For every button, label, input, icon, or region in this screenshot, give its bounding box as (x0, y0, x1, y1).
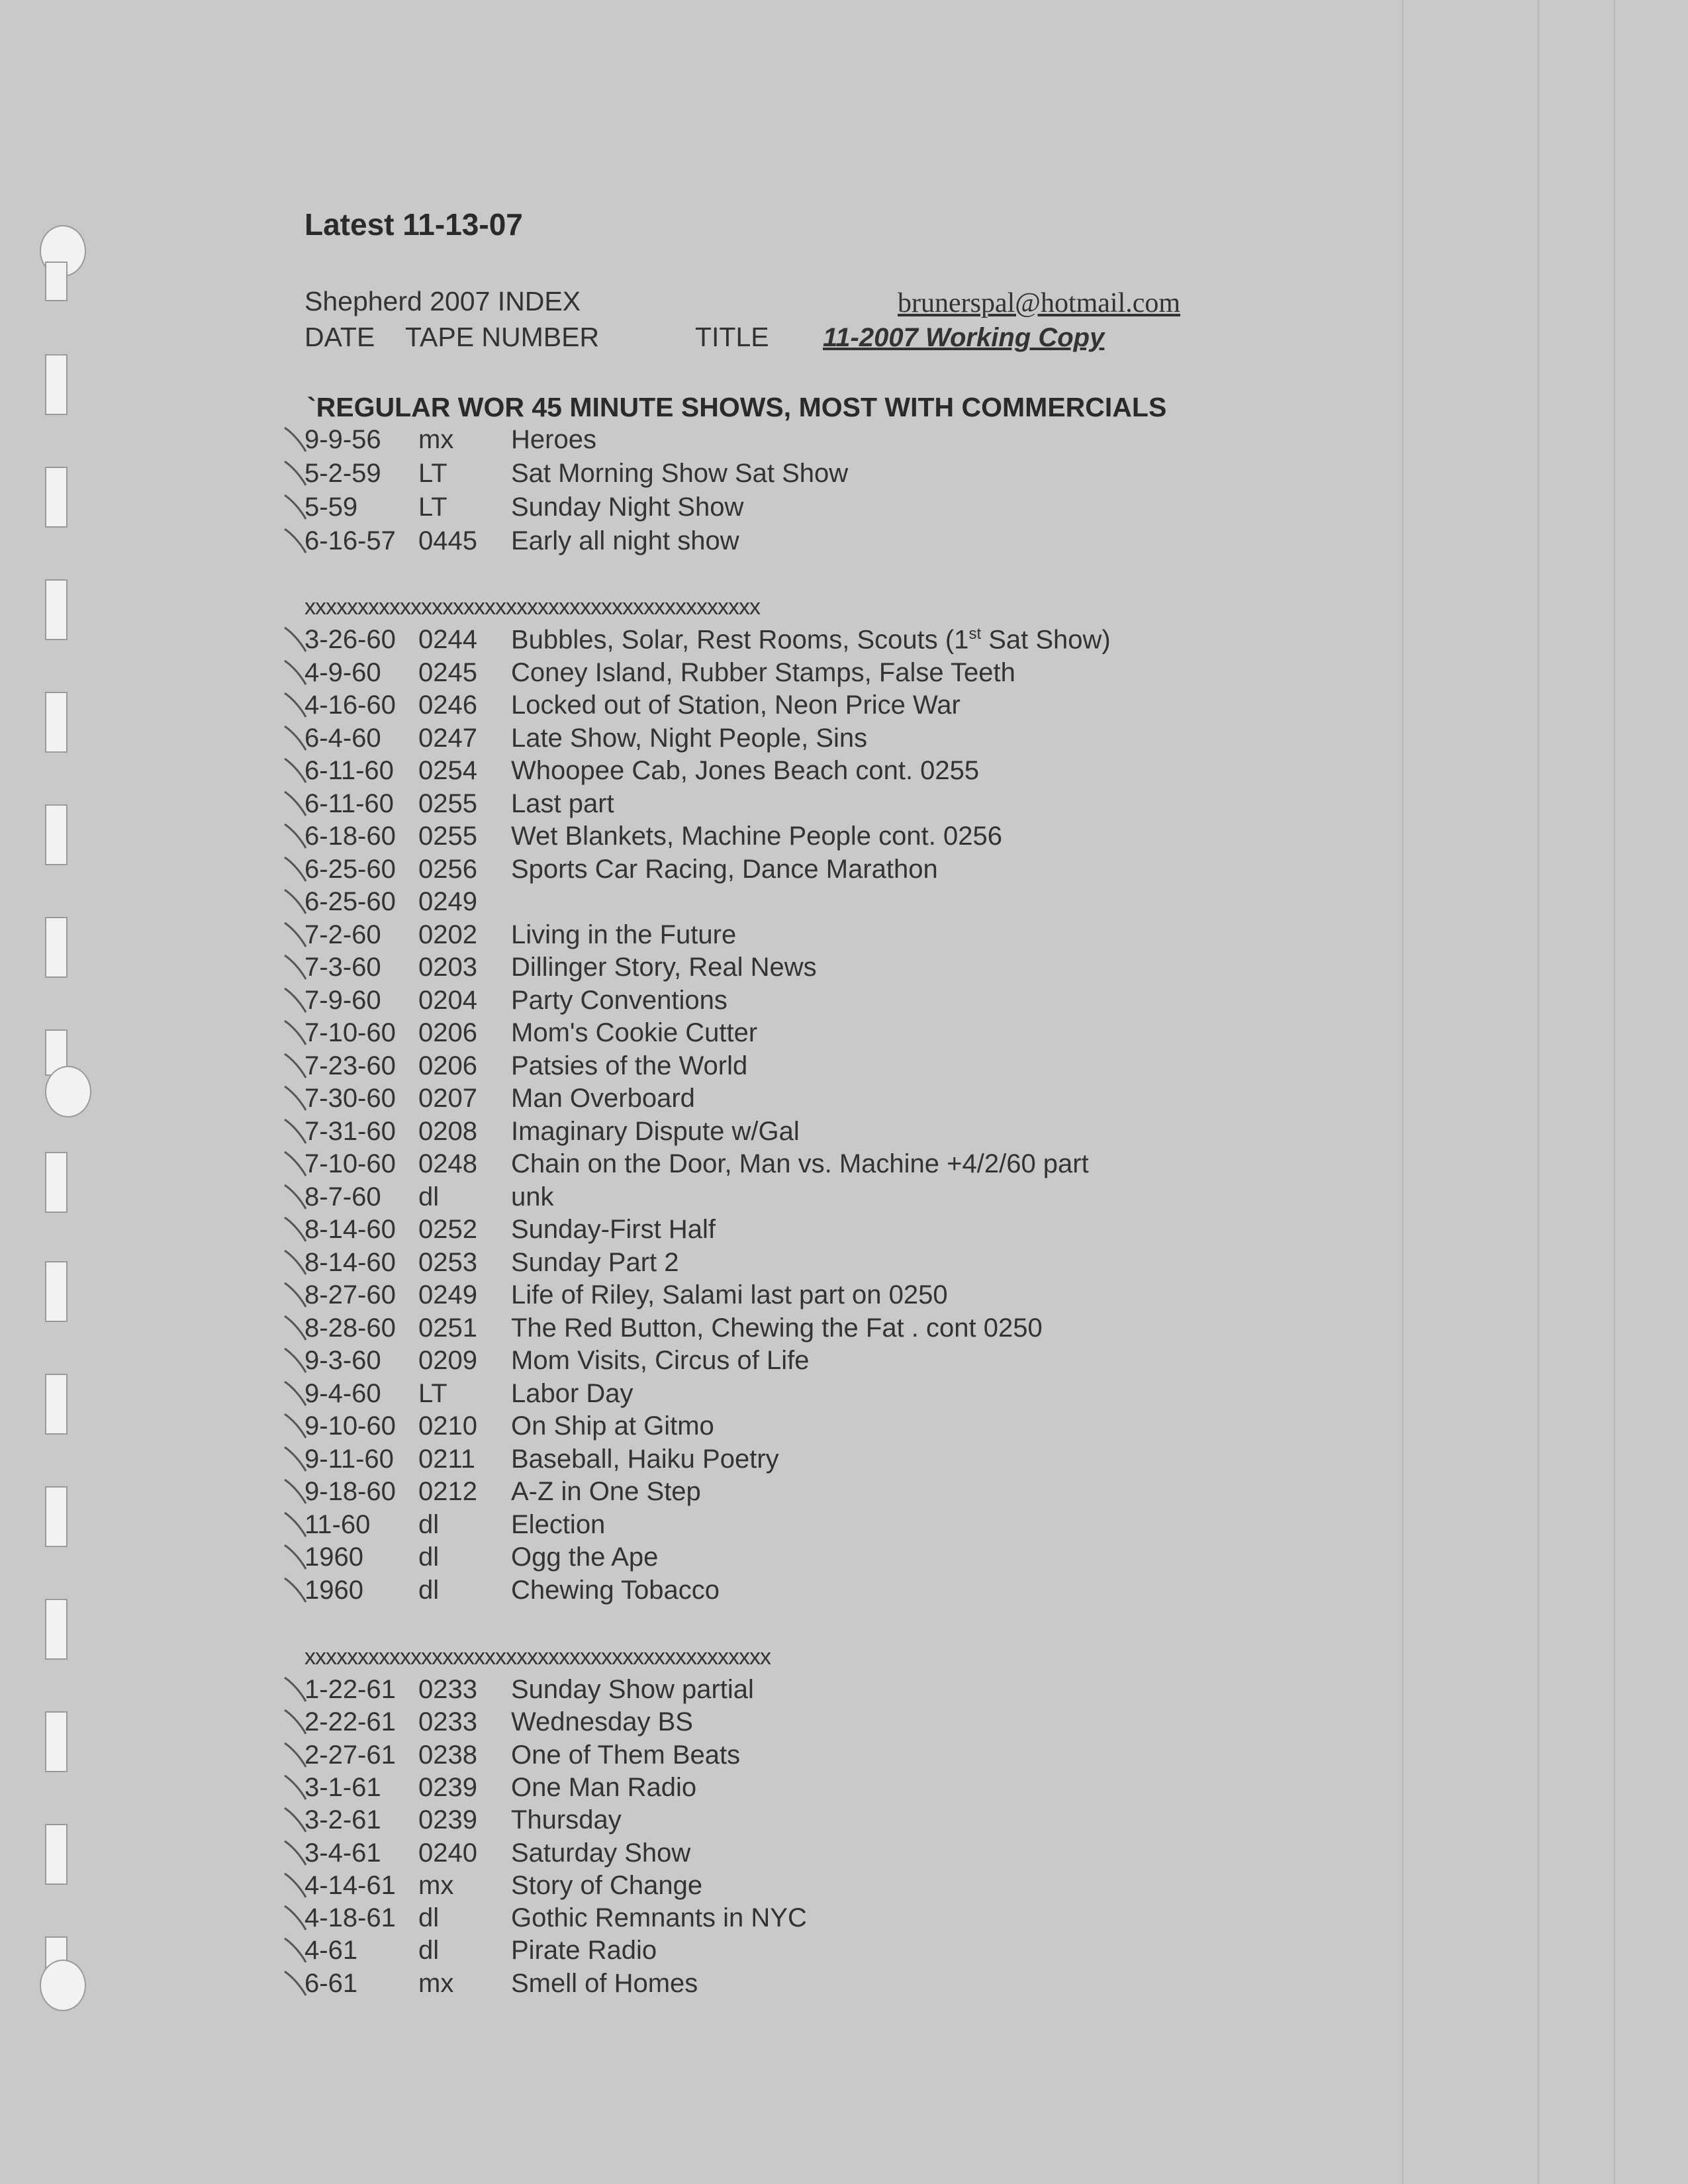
entry-date: 8-14-60 (305, 1247, 396, 1277)
table-row (0, 756, 1324, 789)
table-row (0, 1675, 1324, 1708)
table-row (0, 920, 1324, 953)
index-label: Shepherd 2007 INDEX (305, 286, 581, 316)
email-link[interactable]: brunerspal@hotmail.com (898, 288, 1181, 318)
table-row (0, 887, 1324, 920)
table-row (0, 1969, 1324, 2002)
entry-title-text: Sunday Show partial (511, 1675, 754, 1704)
entry-tape-number: dl (418, 1509, 440, 1539)
entry-title-text: unk (511, 1182, 554, 1211)
entry-date: 9-4-60 (305, 1378, 381, 1408)
entry-date: 3-2-61 (305, 1805, 381, 1835)
entry-tape-number: LT (418, 459, 447, 488)
table-row (0, 1248, 1324, 1281)
entry-tape-number: 0246 (418, 690, 477, 720)
table-row (0, 1445, 1324, 1478)
entry-tape-number: 0245 (418, 657, 477, 687)
paper-line (1538, 0, 1539, 2184)
entry-tape-number: LT (418, 1378, 447, 1408)
entry-date: 6-4-60 (305, 723, 381, 753)
entry-tape-number: 0252 (418, 1215, 477, 1244)
entry-date: 3-4-61 (305, 1838, 381, 1868)
table-row (0, 1871, 1324, 1904)
entry-tape-number: 0209 (418, 1346, 477, 1375)
entry-title-text: Chewing Tobacco (511, 1575, 720, 1605)
entry-title-text: Patsies of the World (511, 1051, 748, 1080)
entry-title-text: Wet Blankets, Machine People cont. 0256 (511, 822, 1002, 851)
table-row (0, 1740, 1324, 1774)
entry-title-text: Life of Riley, Salami last part on 0250 (511, 1280, 948, 1309)
entry-date: 7-2-60 (305, 920, 381, 949)
entry-title (511, 459, 848, 489)
entry-title-text: Early all night show (511, 526, 739, 555)
entry-tape-number: dl (418, 1575, 440, 1605)
entry-title-text: Baseball, Haiku Poetry (511, 1444, 779, 1474)
table-row (0, 953, 1324, 986)
entry-title (511, 1543, 658, 1572)
entry-title (511, 1740, 740, 1770)
entry-date: 1-22-61 (305, 1675, 396, 1704)
entry-title-text: Heroes (511, 425, 596, 454)
entry-title (511, 756, 979, 786)
entry-tape-number: 0253 (418, 1247, 477, 1277)
entry-tape-number: 0233 (418, 1675, 477, 1704)
entry-date: 7-31-60 (305, 1116, 396, 1146)
entry-date: 6-61 (305, 1968, 358, 1998)
entry-title-text: Last part (511, 788, 614, 818)
entry-title-text: Ogg the Ape (511, 1543, 659, 1572)
entry-date: 8-27-60 (305, 1280, 396, 1309)
entry-tape-number: 0240 (418, 1838, 477, 1868)
table-row (0, 526, 1324, 559)
table-row (0, 1707, 1324, 1740)
entry-title (511, 1182, 554, 1212)
table-row (0, 1477, 1324, 1510)
entry-title (511, 1871, 702, 1901)
table-row (0, 459, 1324, 492)
entry-title-text: Coney Island, Rubber Stamps, False Teeth (511, 657, 1015, 687)
binder-hole (45, 261, 68, 301)
entry-title (511, 1084, 695, 1114)
entry-date: 6-11-60 (305, 788, 394, 818)
entry-title-text: Locked out of Station, Neon Price War (511, 690, 961, 720)
entry-title-text: Imaginary Dispute w/Gal (511, 1116, 800, 1146)
entry-title (511, 953, 817, 982)
table-row (0, 1838, 1324, 1872)
entry-title (511, 789, 614, 819)
entry-date: 9-3-60 (305, 1346, 381, 1375)
entry-tape-number: 0233 (418, 1707, 477, 1737)
entry-date: 11-60 (305, 1509, 371, 1539)
entry-tape-number: 0204 (418, 985, 477, 1015)
binder-hole (45, 354, 68, 415)
table-row (0, 1773, 1324, 1806)
entry-title-text: Mom Visits, Circus of Life (511, 1346, 810, 1375)
entry-date: 4-16-60 (305, 690, 396, 720)
entry-tape-number: dl (418, 1182, 440, 1211)
table-row (0, 1215, 1324, 1248)
entry-date: 6-25-60 (305, 854, 396, 884)
entry-tape-number: 0251 (418, 1313, 477, 1343)
entry-date: 2-22-61 (305, 1707, 396, 1737)
entry-tape-number: mx (418, 425, 454, 454)
entry-title-text: Living in the Future (511, 920, 737, 949)
entry-title-text: Late Show, Night People, Sins (511, 723, 868, 753)
table-row (0, 1280, 1324, 1313)
table-row (0, 1510, 1324, 1543)
entry-title-text: Dillinger Story, Real News (511, 953, 817, 982)
entry-date: 8-28-60 (305, 1313, 396, 1343)
entry-title (511, 724, 867, 753)
entry-date: 8-14-60 (305, 1215, 396, 1244)
entry-title-tail: Sat Show) (981, 625, 1111, 655)
table-row (0, 425, 1324, 458)
table-row (0, 1346, 1324, 1379)
entry-title-text: One of Them Beats (511, 1740, 741, 1770)
entry-title-text: Sunday Night Show (511, 493, 744, 522)
entry-date: 1960 (305, 1575, 363, 1605)
entry-title (511, 1313, 1043, 1343)
entry-title (511, 526, 739, 556)
table-row (0, 1149, 1324, 1182)
entry-title (511, 855, 938, 884)
entry-date: 9-10-60 (305, 1411, 396, 1441)
column-header-date: DATE (305, 322, 375, 352)
entry-date: 6-25-60 (305, 887, 396, 916)
entry-date: 4-9-60 (305, 657, 381, 687)
entry-title-text: Wednesday BS (511, 1707, 693, 1737)
entry-date: 7-30-60 (305, 1084, 396, 1113)
entry-tape-number: mx (418, 1968, 454, 1998)
entry-title-text: Election (511, 1509, 606, 1539)
entry-tape-number: 0211 (418, 1444, 476, 1474)
table-row (0, 493, 1324, 526)
entry-title (511, 1936, 657, 1966)
table-row (0, 690, 1324, 724)
entry-tape-number: dl (418, 1903, 440, 1933)
entry-title-text: Party Conventions (511, 985, 727, 1015)
table-row (0, 1117, 1324, 1150)
entry-title (511, 625, 1111, 655)
entry-title-text: Sports Car Racing, Dance Marathon (511, 854, 938, 884)
entry-tape-number: 0255 (418, 788, 477, 818)
table-row (0, 1313, 1324, 1347)
entry-title-text: Mom's Cookie Cutter (511, 1018, 758, 1047)
entry-title-text: One Man Radio (511, 1772, 697, 1802)
entry-title (511, 1675, 754, 1705)
entry-tape-number: dl (418, 1543, 440, 1572)
entry-title (511, 1280, 948, 1310)
entry-date: 3-1-61 (305, 1772, 381, 1802)
entry-date: 9-18-60 (305, 1477, 396, 1506)
entry-title (511, 425, 596, 455)
table-row (0, 658, 1324, 691)
entry-date: 4-61 (305, 1936, 358, 1966)
page-title: Latest 11-13-07 (305, 207, 523, 242)
entry-date: 4-18-61 (305, 1903, 396, 1933)
table-row (0, 1182, 1324, 1215)
entry-date: 7-9-60 (305, 985, 381, 1015)
entry-tape-number: 0445 (418, 526, 477, 555)
entry-title (511, 493, 743, 522)
entry-tape-number: 0210 (418, 1411, 477, 1441)
entry-tape-number: 0249 (418, 887, 477, 916)
entry-tape-number: 0255 (418, 822, 477, 851)
paper-line (1402, 0, 1403, 2184)
table-row (0, 1411, 1324, 1445)
entry-date: 7-10-60 (305, 1149, 396, 1178)
entry-tape-number: 0206 (418, 1018, 477, 1047)
entry-title-text: Sunday Part 2 (511, 1247, 679, 1277)
section-heading: `REGULAR WOR 45 MINUTE SHOWS, MOST WITH COMMERCIALS (307, 392, 1167, 422)
separator-line: xxxxxxxxxxxxxxxxxxxxxxxxxxxxxxxxxxxxxxxxxxxx (305, 1644, 771, 1670)
entry-tape-number: LT (418, 493, 447, 522)
entry-title-text: Saturday Show (511, 1838, 691, 1868)
entry-date: 7-23-60 (305, 1051, 396, 1080)
entry-tape-number: 0203 (418, 953, 477, 982)
entry-title-text: Man Overboard (511, 1084, 695, 1113)
paper-line (1614, 0, 1615, 2184)
entry-title-text: On Ship at Gitmo (511, 1411, 714, 1441)
table-row (0, 1903, 1324, 1936)
entry-title (511, 1215, 716, 1245)
entry-title (511, 1903, 807, 1933)
entry-title-text: Gothic Remnants in NYC (511, 1903, 807, 1933)
entry-title (511, 1969, 698, 1999)
entry-title-text: Sunday-First Half (511, 1215, 716, 1244)
entry-title (511, 1411, 714, 1441)
entry-title (511, 1379, 633, 1409)
entry-title (511, 1510, 605, 1540)
entry-tape-number: 0239 (418, 1772, 477, 1802)
entry-title (511, 1838, 690, 1868)
entry-tape-number: 0202 (418, 920, 477, 949)
entry-tape-number: 0208 (418, 1116, 477, 1146)
entry-tape-number: 0254 (418, 756, 477, 785)
entry-date: 6-16-57 (305, 526, 396, 555)
entry-title-superscript: st (968, 625, 982, 643)
entry-tape-number: 0244 (418, 625, 477, 654)
entry-title-text: A-Z in One Step (511, 1477, 701, 1506)
entry-tape-number: 0239 (418, 1805, 477, 1835)
entry-date: 2-27-61 (305, 1740, 396, 1770)
entry-date: 9-11-60 (305, 1444, 394, 1474)
table-row (0, 724, 1324, 757)
entry-title-text: Smell of Homes (511, 1968, 698, 1998)
entry-date: 7-10-60 (305, 1018, 396, 1047)
entry-title-text: The Red Button, Chewing the Fat . cont 0250 (511, 1313, 1043, 1343)
entry-title (511, 658, 1015, 688)
entry-tape-number: 0256 (418, 854, 477, 884)
column-header-tape: TAPE NUMBER (405, 322, 600, 352)
entry-date: 6-11-60 (305, 756, 394, 785)
table-row (0, 789, 1324, 822)
table-row (0, 1084, 1324, 1117)
entry-title-text: Bubbles, Solar, Rest Rooms, Scouts (1 (511, 625, 969, 655)
entry-title (511, 1149, 1089, 1179)
table-row (0, 1543, 1324, 1576)
entry-date: 7-3-60 (305, 953, 381, 982)
entry-tape-number: 0206 (418, 1051, 477, 1080)
table-row (0, 1936, 1324, 1969)
entry-date: 3-26-60 (305, 625, 396, 654)
entry-title (511, 1018, 757, 1048)
working-copy-label: 11-2007 Working Copy (823, 323, 1105, 352)
entry-title (511, 920, 736, 950)
entry-title-text: Sat Morning Show Sat Show (511, 459, 849, 488)
column-header-title: TITLE (695, 322, 769, 352)
entry-title-text: Chain on the Door, Man vs. Machine +4/2/60 part (511, 1149, 1089, 1178)
entry-title (511, 1445, 779, 1474)
table-row (0, 822, 1324, 855)
entry-title (511, 986, 727, 1016)
entry-title (511, 1477, 701, 1507)
entry-date: 5-2-59 (305, 459, 381, 488)
table-row (0, 1576, 1324, 1609)
table-row (0, 986, 1324, 1019)
entry-title-text: Story of Change (511, 1870, 703, 1900)
entry-tape-number: mx (418, 1870, 454, 1900)
entry-title (511, 1773, 696, 1803)
entry-title (511, 1805, 622, 1835)
table-row (0, 1379, 1324, 1412)
entry-title (511, 1576, 720, 1605)
entry-title-text: Thursday (511, 1805, 622, 1835)
entry-tape-number: 0212 (418, 1477, 477, 1506)
table-row (0, 855, 1324, 888)
entry-tape-number: 0207 (418, 1084, 477, 1113)
entry-title-text: Pirate Radio (511, 1936, 657, 1966)
separator-line: xxxxxxxxxxxxxxxxxxxxxxxxxxxxxxxxxxxxxxxxxxx (305, 594, 760, 620)
entry-tape-number: 0249 (418, 1280, 477, 1309)
entry-title-text: Whoopee Cab, Jones Beach cont. 0255 (511, 756, 980, 785)
entry-tape-number: 0238 (418, 1740, 477, 1770)
entry-date: 1960 (305, 1543, 363, 1572)
table-row (0, 1051, 1324, 1084)
entry-date: 5-59 (305, 493, 358, 522)
entry-date: 9-9-56 (305, 425, 381, 454)
table-row (0, 1805, 1324, 1838)
table-row (0, 625, 1324, 658)
entry-date: 8-7-60 (305, 1182, 381, 1211)
table-row (0, 1018, 1324, 1051)
entry-title (511, 1117, 800, 1147)
entry-tape-number: dl (418, 1936, 440, 1966)
entry-title (511, 1051, 747, 1081)
entry-title (511, 1248, 679, 1278)
entry-title (511, 822, 1002, 851)
entry-tape-number: 0248 (418, 1149, 477, 1178)
entry-title (511, 690, 961, 720)
entry-tape-number: 0247 (418, 723, 477, 753)
entry-date: 4-14-61 (305, 1870, 396, 1900)
entry-date: 6-18-60 (305, 822, 396, 851)
entry-title (511, 1707, 693, 1737)
entry-title (511, 1346, 810, 1376)
entry-title-text: Labor Day (511, 1378, 633, 1408)
